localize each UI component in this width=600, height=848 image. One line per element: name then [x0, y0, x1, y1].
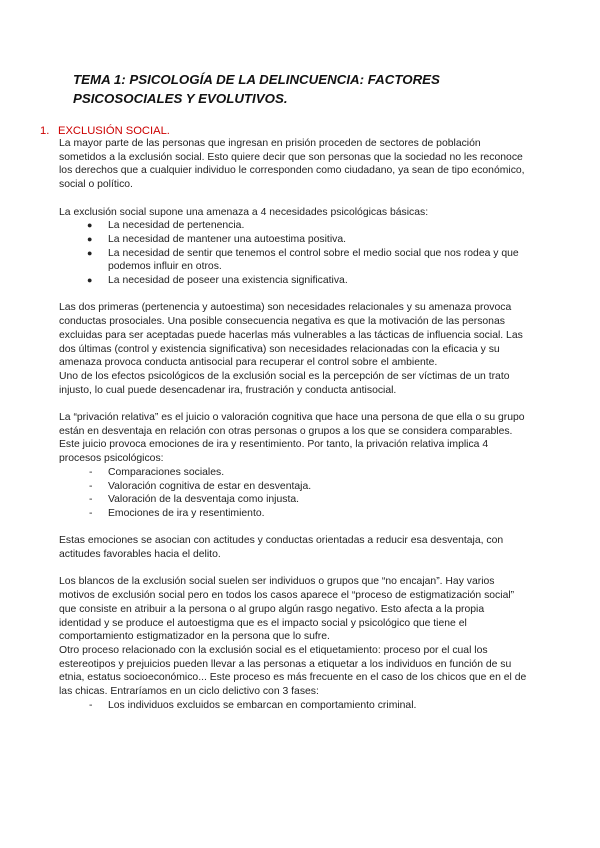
dash-marker: - [89, 699, 93, 711]
document-title: TEMA 1: PSICOLOGÍA DE LA DELINCUENCIA: FACTORES PSICOSOCIALES Y EVOLUTIVOS. [73, 72, 440, 106]
paragraph-relative-deprivation: La “privación relativa” es el juicio o valoración cognitiva que hace una persona de que ella o su grupo están en desventaja en relación con otras personas o grupos a los que se considera comparables. Este juicio provoca emociones de ira y resentimiento. Por tanto, la privación relativa implica 4 procesos psicológicos: [59, 412, 525, 465]
dash-marker: - [89, 494, 93, 506]
list-item: ● La necesidad de sentir que tenemos el control sobre el medio social que nos rodea y que podemos influir en otros. [87, 247, 519, 273]
dash-marker: - [89, 480, 93, 492]
paragraph-labeling: Otro proceso relacionado con la exclusión social es el etiquetamiento: proceso por el cual los estereotipos y prejuicios pueden llevar a las personas a etiquetar a los individuos en función de su etnia, estatus socioeconómico... Este proceso es más frecuente en el caso de los chicos que en el de las chicas. Entraríamos en un ciclo delictivo con 3 fases: [59, 644, 527, 698]
list-item: ● La necesidad de mantener una autoestima positiva. [87, 233, 346, 245]
phases-list [59, 699, 527, 713]
section-heading [40, 124, 170, 138]
paragraph-intro: La mayor parte de las personas que ingresan en prisión proceden de sectores de población sometidos a la exclusión social. Esto quiere decir que son personas que la sociedad no les reconoce los derechos que a cualquier individuo le corresponden como ciudadano, ya sean de tipo económico, social o político. [59, 138, 525, 191]
paragraph-victim-perception: Uno de los efectos psicológicos de la exclusión social es la percepción de ser víctimas de un trato injusto, lo cual puede desencadenar ira, frustración y conducta antisocial. [59, 370, 510, 396]
list-item: ● La necesidad de poseer una existencia significativa. [87, 275, 348, 287]
dash-marker: - [89, 466, 93, 478]
section-heading-text: EXCLUSIÓN SOCIAL. [58, 125, 170, 137]
paragraph-relational-needs: Las dos primeras (pertenencia y autoestima) son necesidades relacionales y su amenaza provoca conductas prosociales. Una posible consecuencia negativa es que la motivación de las personas excluidas para ser aceptadas puede hacerlas más vulnerables a las tácticas de influencia social. Las dos últimas (control y existencia significativa) son necesidades relacionadas con la eficacia y su amenaza provoca conducta antisocial para recuperar el control sobre el ambiente. [59, 302, 523, 369]
list-item: - Valoración de la desventaja como injusta. [89, 494, 299, 506]
bullet-icon: ● [87, 233, 93, 244]
section-number: 1. [40, 125, 50, 137]
list-item: ● La necesidad de pertenencia. [87, 220, 245, 232]
needs-list [59, 219, 527, 288]
dash-marker: - [89, 507, 93, 519]
paragraph-emotions: Estas emociones se asocian con actitudes y conductas orientadas a reducir esa desventaja, con actitudes favorables hacia el delito. [59, 535, 504, 561]
bullet-icon: ● [87, 247, 93, 258]
document-body [59, 137, 527, 712]
list-item: - Comparaciones sociales. [89, 466, 225, 478]
bullet-icon: ● [87, 275, 93, 286]
list-item: - Los individuos excluidos se embarcan en comportamiento criminal. [89, 699, 417, 711]
bullet-icon: ● [87, 220, 93, 231]
processes-list [59, 466, 527, 521]
list-item: - Valoración cognitiva de estar en desventaja. [89, 480, 312, 492]
list-item: - Emociones de ira y resentimiento. [89, 507, 265, 519]
paragraph-stigmatization: Los blancos de la exclusión social suelen ser individuos o grupos que “no encajan”. Hay varios motivos de exclusión social pero en todos los casos aparece el “proceso de estigmatización social” que consiste en atribuir a la persona o al grupo algún rasgo negativo. Esto afecta a la propia identidad y se produce el autoestigma que es el impacto social y psicológico que tiene el comportamiento estigmatizador en la persona que lo sufre. [59, 576, 515, 643]
paragraph-needs-intro: La exclusión social supone una amenaza a 4 necesidades psicológicas básicas: [59, 206, 429, 218]
